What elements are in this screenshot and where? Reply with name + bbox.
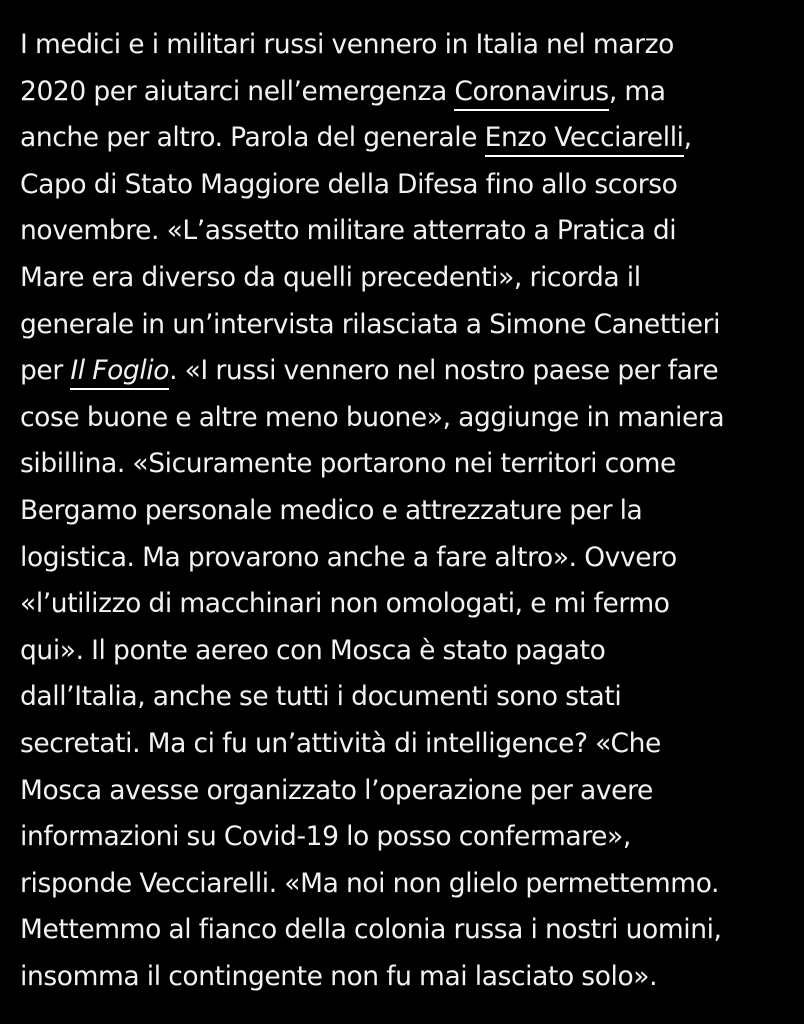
text-line: cose buone e altre meno buone», aggiunge in maniera [20, 401, 725, 433]
text-line: Bergamo personale medico e attrezzature per la [20, 494, 643, 526]
text-segment: . «I russi vennero nel nostro paese per fare [169, 355, 719, 387]
text-line [20, 115, 795, 162]
text-segment: , ma [608, 75, 666, 107]
article-paragraph [20, 22, 795, 1000]
text-segment: anche per altro. Parola del generale [20, 122, 485, 154]
text-line: insomma il contingente non fu mai lasciato solo». [20, 960, 658, 992]
text-line: dall’Italia, anche se tutti i documenti sono stati [20, 681, 622, 713]
text-line: qui». Il ponte aereo con Mosca è stato pagato [20, 634, 606, 666]
text-line: logistica. Ma provarono anche a fare altro». Ovvero [20, 541, 677, 573]
text-line: risponde Vecciarelli. «Ma noi non glielo permettemmo. [20, 867, 720, 899]
text-line: «l’utilizzo di macchinari non omologati, e mi fermo [20, 588, 670, 620]
text-line [20, 348, 795, 395]
text-line: Mare era diverso da quelli precedenti», ricorda il [20, 261, 641, 293]
text-line: Mettemmo al fianco della colonia russa i nostri uomini, [20, 914, 722, 946]
text-segment: , [683, 122, 692, 154]
text-line: novembre. «L’assetto militare atterrato a Pratica di [20, 215, 677, 247]
text-line: secretati. Ma ci fu un’attività di intelligence? «Che [20, 727, 661, 759]
text-line [20, 69, 795, 116]
link-coronavirus[interactable]: Coronavirus [454, 76, 608, 111]
text-line: sibillina. «Sicuramente portarono nei territori come [20, 448, 676, 480]
text-line: Capo di Stato Maggiore della Difesa fino allo scorso [20, 168, 678, 200]
text-segment: per [20, 355, 71, 387]
text-segment: 2020 per aiutarci nell’emergenza [20, 75, 455, 107]
link-enzo-vecciarelli[interactable]: Enzo Vecciarelli [485, 122, 684, 157]
text-line: informazioni su Covid-19 lo posso confermare», [20, 821, 631, 853]
article-body [20, 22, 795, 1000]
link-il-foglio[interactable]: Il Foglio [70, 355, 169, 390]
text-line: I medici e i militari russi vennero in Italia nel marzo [20, 29, 674, 60]
text-line: generale in un’intervista rilasciata a Simone Canettieri [20, 308, 721, 340]
text-line: Mosca avesse organizzato l’operazione per avere [20, 774, 653, 806]
